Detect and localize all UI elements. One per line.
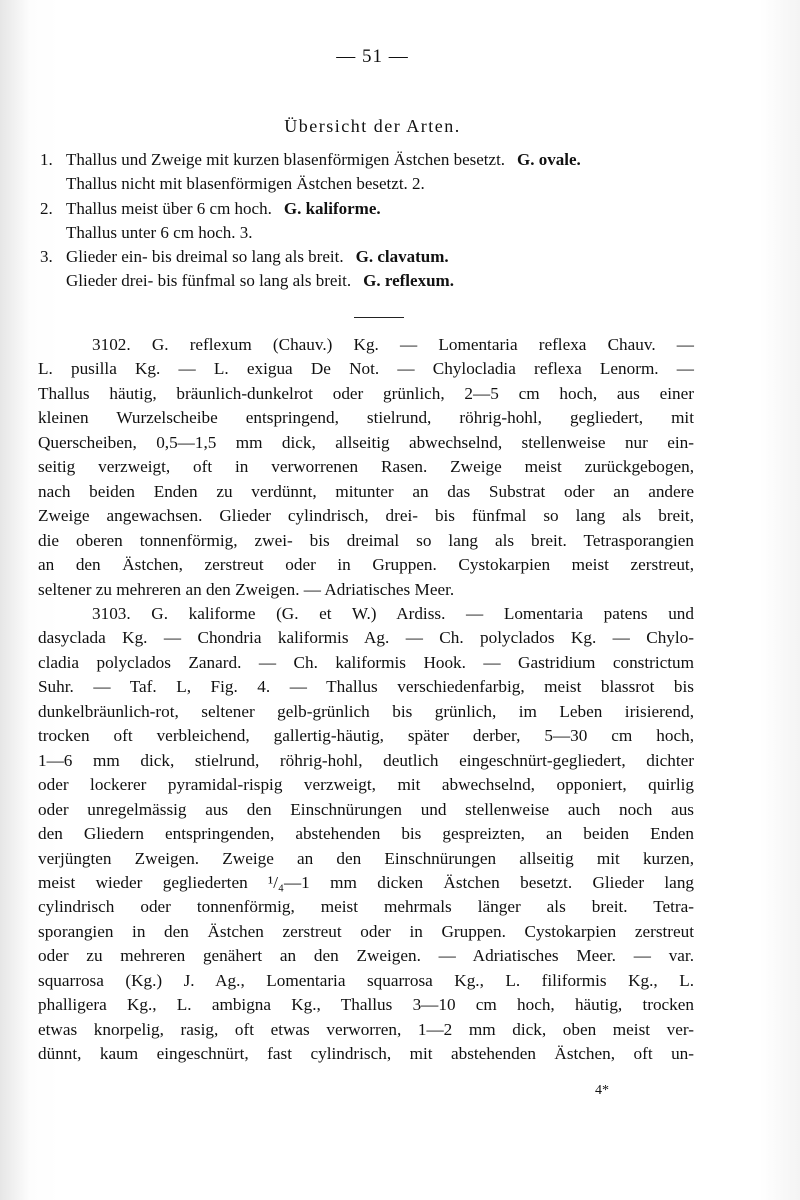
text-line: verjüngten Zweigen. Zweige an den Einschnürungen allseitig mit kurzen,	[38, 848, 694, 868]
text-line: oder zu mehreren genähert an den Zweigen. — Adriatisches Meer. — var.	[38, 946, 694, 966]
text-line: meist wieder gegliederten ¹/₄—1 mm dicken Ästchen besetzt. Glieder lang	[38, 872, 694, 892]
species-name: G. ovale.	[517, 150, 581, 169]
text-line: 3102. G. reflexum (Chauv.) Kg. — Lomentaria reflexa Chauv. —	[92, 335, 694, 354]
text-line: seitig verzweigt, oft in verworrenen Rasen. Zweige meist zurückgebogen,	[38, 457, 694, 477]
text-line: nach beiden Enden zu verdünnt, mitunter an das Substrat oder an andere	[38, 481, 694, 501]
text-line: squarrosa (Kg.) J. Ag., Lomentaria squarrosa Kg., L. filiformis Kg., L.	[38, 970, 694, 990]
key-entry-2a: 2. Thallus meist über 6 cm hoch. G. kaliforme.	[40, 198, 381, 218]
signature-mark: 4*	[595, 1083, 609, 1098]
text-line: Zweige angewachsen. Glieder cylindrisch, drei- bis fünfmal so lang als breit,	[38, 506, 694, 526]
key-entry-2b: Thallus unter 6 cm hoch. 3.	[66, 222, 253, 242]
key-entry-1b: Thallus nicht mit blasenförmigen Ästchen besetzt. 2.	[66, 174, 425, 194]
species-name: G. kaliforme.	[283, 198, 381, 218]
page-number: — 51 —	[336, 46, 409, 67]
text-line: dasyclada Kg. — Chondria kaliformis Ag. — Ch. polyclados Kg. — Chylo-	[38, 628, 694, 648]
text-line: oder lockerer pyramidal-rispig verzweigt, mit abwechselnd, opponiert, quirlig	[38, 775, 694, 795]
text-line: die oberen tonnenförmig, zwei- bis dreimal so lang als breit. Tetrasporangien	[38, 530, 694, 550]
text-line: seltener zu mehreren an den Zweigen. — Adriatisches Meer.	[38, 579, 455, 599]
text-line: cylindrisch oder tonnenförmig, meist mehrmals länger als breit. Tetra-	[38, 897, 694, 917]
text-line: an den Ästchen, zerstreut oder in Gruppen. Cystokarpien meist zerstreut,	[38, 555, 694, 575]
key-entry-1a: 1. Thallus und Zweige mit kurzen blasenförmigen Ästchen besetzt. G. ovale.	[40, 150, 581, 169]
text-line: trocken oft verbleichend, gallertig-häutig, später derber, 5—30 cm hoch,	[38, 726, 694, 746]
text-line: kleinen Wurzelscheibe entspringend, stielrund, röhrig-hohl, gegliedert, mit	[38, 408, 694, 428]
text-line: sporangien in den Ästchen zerstreut oder in Gruppen. Cystokarpien zerstreut	[38, 921, 694, 941]
species-name: G. reflexum.	[363, 271, 454, 291]
text-line: Querscheiben, 0,5—1,5 mm dick, allseitig abwechselnd, stellenweise nur ein-	[38, 432, 694, 452]
text-line: cladia polyclados Zanard. — Ch. kaliformis Hook. — Gastridium constrictum	[38, 652, 694, 672]
section-divider	[354, 317, 404, 318]
text-line: Thallus häutig, bräunlich-dunkelrot oder grünlich, 2—5 cm hoch, aus einer	[38, 383, 694, 403]
text-line: dunkelbräunlich-rot, seltener gelb-grünlich bis grünlich, im Leben irisierend,	[38, 701, 694, 721]
text-line: den Gliedern entspringenden, abstehenden bis gespreizten, an beiden Enden	[38, 824, 694, 844]
text-line: L. pusilla Kg. — L. exigua De Not. — Chylocladia reflexa Lenorm. —	[38, 359, 694, 379]
key-entry-3b: Glieder drei- bis fünfmal so lang als breit. G. reflexum.	[66, 271, 454, 291]
species-key	[40, 148, 720, 294]
text-line: phalligera Kg., L. ambigna Kg., Thallus 3—10 cm hoch, häutig, trocken	[38, 995, 694, 1015]
text-line: 1—6 mm dick, stielrund, röhrig-hohl, deutlich eingeschnürt-gegliedert, dichter	[38, 750, 694, 770]
text-line: oder unregelmässig aus den Einschnürungen und stellenweise auch noch aus	[38, 799, 694, 819]
key-entry-3a: 3. Glieder ein- bis dreimal so lang als breit. G. clavatum.	[40, 247, 449, 267]
species-name: G. clavatum.	[355, 247, 449, 267]
species-descriptions	[38, 333, 694, 1067]
text-line: dünnt, kaum eingeschnürt, fast cylindrisch, mit abstehenden Ästchen, oft un-	[38, 1044, 694, 1064]
section-title: Übersicht der Arten.	[284, 116, 461, 136]
text-line: Suhr. — Taf. L, Fig. 4. — Thallus verschiedenfarbig, meist blassrot bis	[38, 677, 694, 697]
text-line: 3103. G. kaliforme (G. et W.) Ardiss. — Lomentaria patens und	[92, 603, 694, 623]
text-line: etwas knorpelig, rasig, oft etwas verworren, 1—2 mm dick, oben meist ver-	[38, 1019, 694, 1039]
